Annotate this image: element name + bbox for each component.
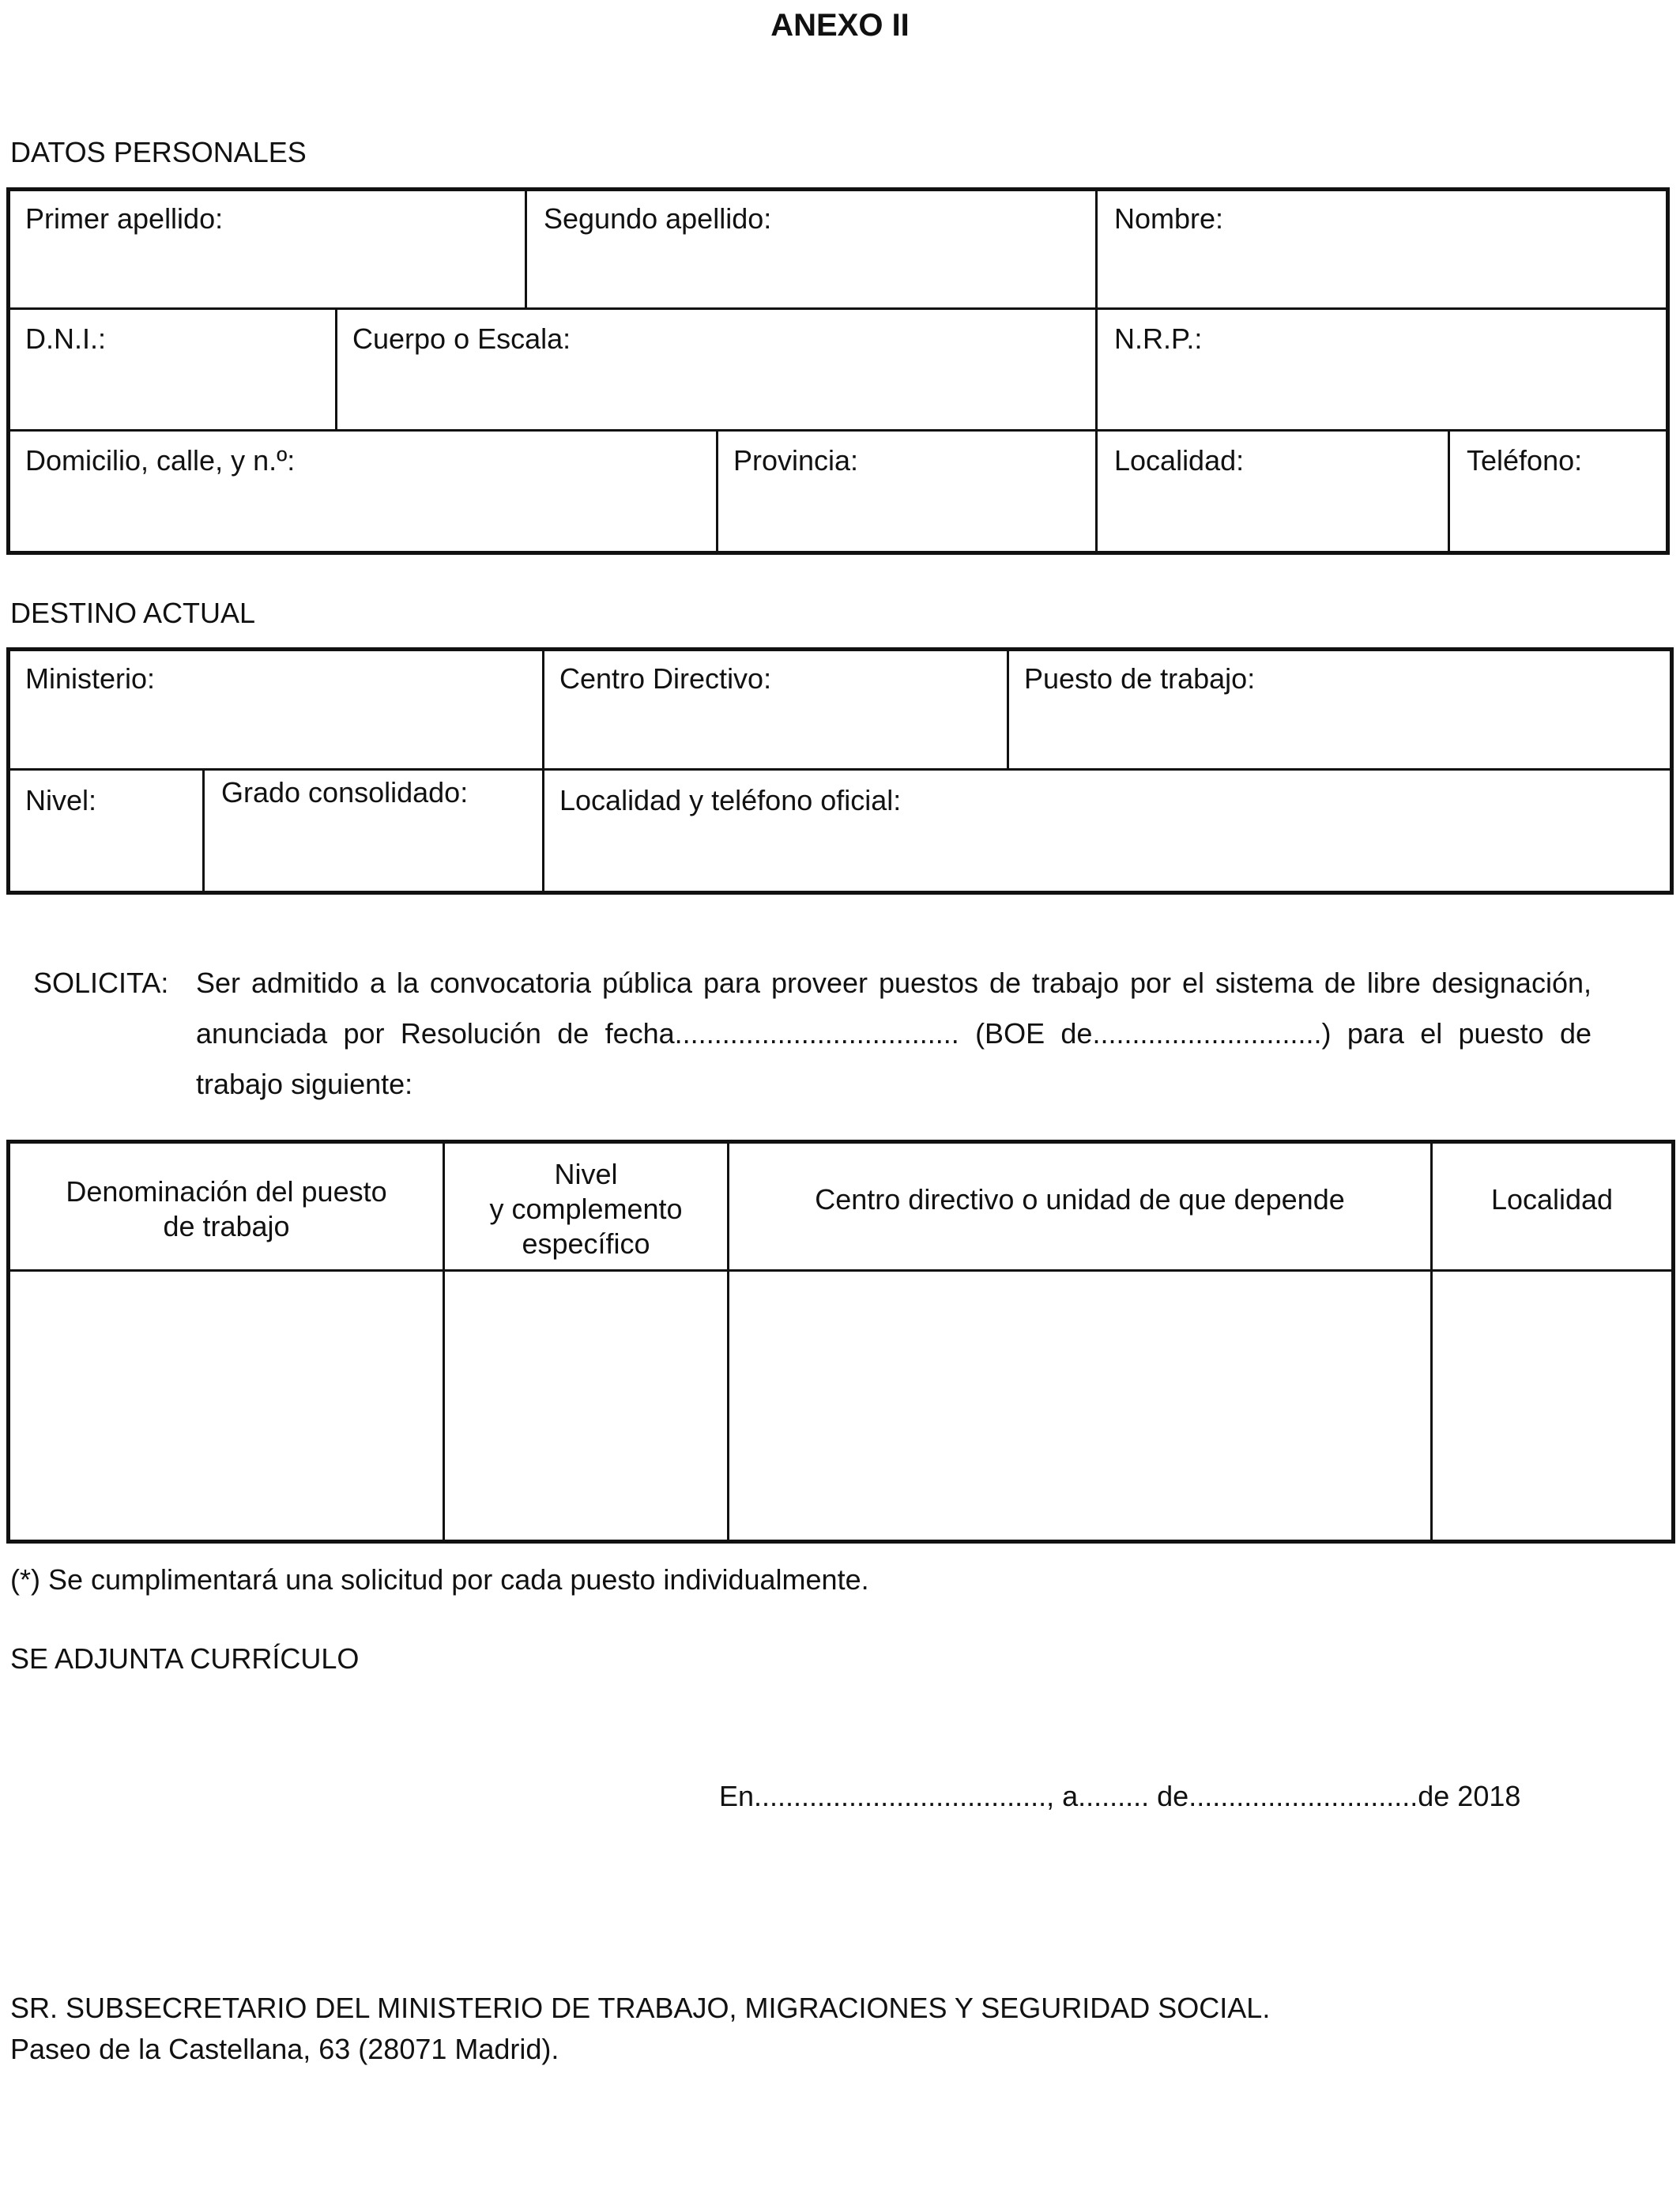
domicilio-label: Domicilio, calle, y n.º: (25, 444, 296, 477)
divider (8, 429, 1668, 432)
col-header-nivel-line2: y complemento (489, 1193, 683, 1225)
divider (716, 430, 718, 553)
destino-actual-heading: DESTINO ACTUAL (10, 597, 256, 629)
localidad-telefono-label: Localidad y teléfono oficial: (559, 784, 902, 816)
divider (1448, 430, 1450, 553)
divider (1007, 650, 1009, 770)
col-header-nivel (445, 1157, 727, 1261)
divider (335, 308, 337, 430)
divider (542, 650, 544, 893)
destinatario-line2: Paseo de la Castellana, 63 (28071 Madrid). (10, 2033, 559, 2065)
nombre-label: Nombre: (1114, 202, 1224, 235)
datos-personales-heading: DATOS PERSONALES (10, 136, 307, 168)
col-header-localidad: Localidad (1490, 1183, 1614, 1216)
cuerpo-escala-label: Cuerpo o Escala: (352, 322, 571, 355)
solicita-text-line2: anunciada por Resolución de fecha.................................... (BOE de.............................) para el puesto de (196, 1017, 1591, 1050)
col-header-denominacion-line2: de trabajo (163, 1210, 290, 1242)
ministerio-label: Ministerio: (25, 662, 156, 695)
divider (202, 769, 205, 893)
localidad-label: Localidad: (1114, 444, 1245, 477)
dni-label: D.N.I.: (25, 322, 107, 355)
segundo-apellido-label: Segundo apellido: (544, 202, 772, 235)
col-header-nivel-line1: Nivel (554, 1158, 618, 1190)
solicita-text-line1: Ser admitido a la convocatoria pública para proveer puestos de trabajo por el sistema de libre designación, (196, 967, 1591, 999)
nivel-label: Nivel: (25, 784, 97, 816)
fecha-lugar-line: En....................................., a......... de.............................de 2018 (719, 1780, 1521, 1812)
solicita-label: SOLICITA: (33, 967, 169, 999)
table-header-divider (8, 1269, 1674, 1272)
divider (525, 190, 527, 308)
destinatario-line1: SR. SUBSECRETARIO DEL MINISTERIO DE TRABAJO, MIGRACIONES Y SEGURIDAD SOCIAL. (10, 1992, 1271, 2024)
centro-directivo-label: Centro Directivo: (559, 662, 772, 695)
grado-consolidado-label: Grado consolidado: (221, 776, 469, 809)
footnote: (*) Se cumplimentará una solicitud por cada puesto individualmente. (10, 1563, 869, 1596)
nrp-label: N.R.P.: (1114, 322, 1203, 355)
adjunta-curriculo: SE ADJUNTA CURRÍCULO (10, 1642, 360, 1675)
puesto-trabajo-label: Puesto de trabajo: (1024, 662, 1256, 695)
col-header-denominacion (10, 1174, 443, 1244)
solicita-text-line3: trabajo siguiente: (196, 1068, 413, 1100)
telefono-label: Teléfono: (1467, 444, 1583, 477)
divider (8, 307, 1668, 310)
primer-apellido-label: Primer apellido: (25, 202, 224, 235)
datos-personales-table (6, 187, 1670, 555)
destino-actual-table (6, 647, 1674, 895)
col-header-nivel-line3: específico (522, 1227, 650, 1260)
document-title: ANEXO II (770, 8, 910, 43)
col-header-centro-directivo: Centro directivo o unidad de que depende (815, 1183, 1345, 1216)
divider (1095, 190, 1098, 553)
divider (8, 768, 1672, 771)
col-header-denominacion-line1: Denominación del puesto (66, 1175, 387, 1208)
provincia-label: Provincia: (733, 444, 859, 477)
